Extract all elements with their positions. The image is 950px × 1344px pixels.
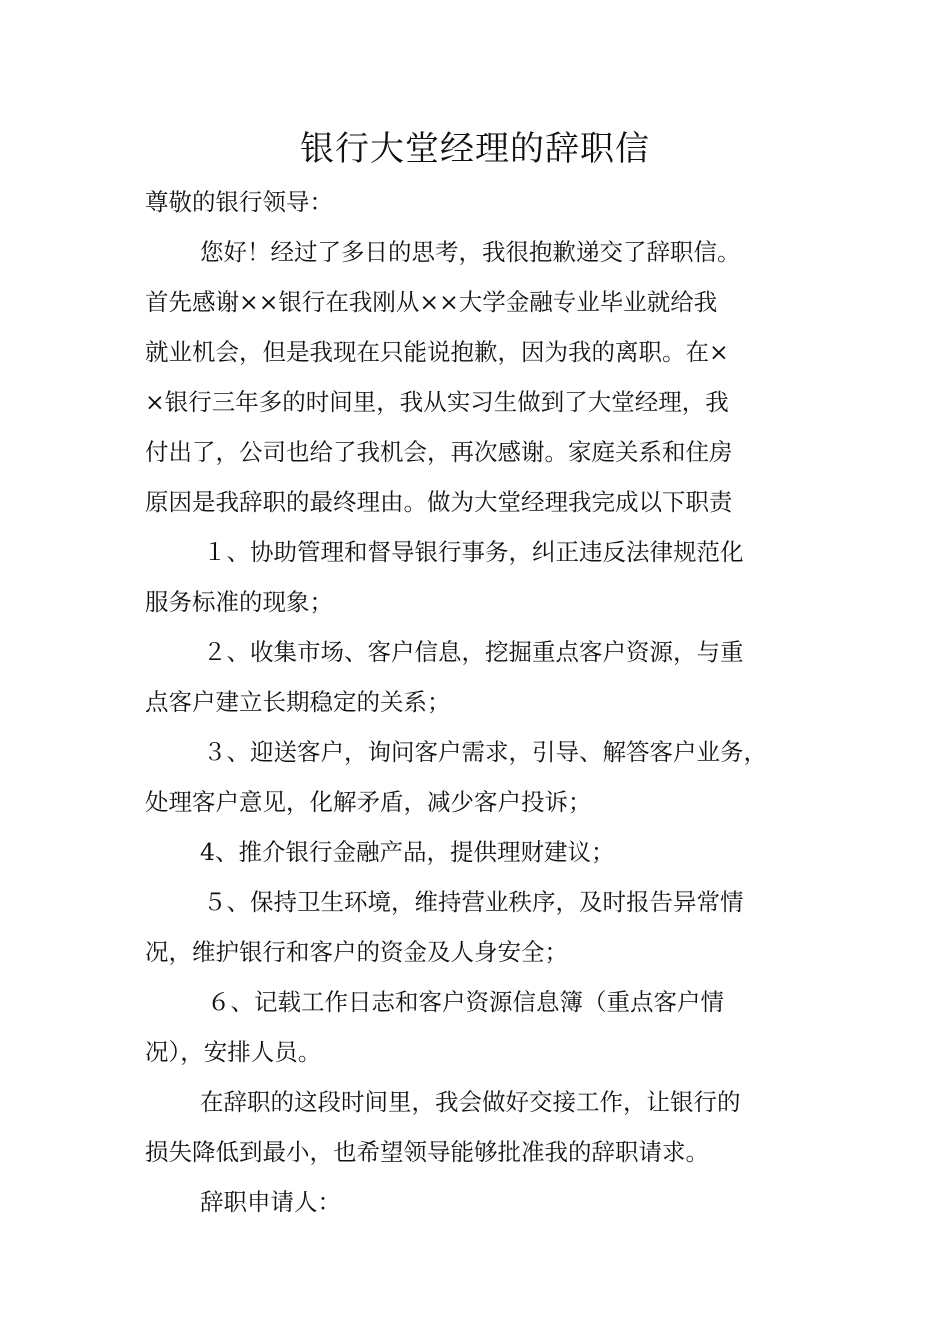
duty-item-2: ２、收集市场、客户信息，挖掘重点客户资源，与重 bbox=[203, 638, 744, 666]
paragraph-line: ×银行三年多的时间里，我从实习生做到了大堂经理，我 bbox=[145, 388, 729, 416]
duty-item-5: ５、保持卫生环境，维持营业秩序，及时报告异常情 bbox=[203, 888, 744, 916]
salutation: 尊敬的银行领导： bbox=[145, 188, 333, 216]
duty-item-6-cont: 况），安排人员。 bbox=[145, 1038, 322, 1066]
paragraph-line: 就业机会，但是我现在只能说抱歉，因为我的离职。在× bbox=[145, 338, 729, 366]
duty-item-1-cont: 服务标准的现象； bbox=[145, 588, 333, 616]
duty-item-3: ３、迎送客户，询问客户需求，引导、解答客户业务， bbox=[203, 738, 767, 766]
duty-item-6: ６、记载工作日志和客户资源信息簿（重点客户情 bbox=[207, 988, 724, 1016]
duty-item-4: 4、推介银行金融产品，提供理财建议； bbox=[200, 838, 615, 866]
duty-item-2-cont: 点客户建立长期稳定的关系； bbox=[145, 688, 451, 716]
paragraph-line: 付出了，公司也给了我机会，再次感谢。家庭关系和住房 bbox=[145, 438, 733, 466]
paragraph-line: 首先感谢××银行在我刚从××大学金融专业毕业就给我 bbox=[145, 288, 718, 316]
paragraph-line: 您好！经过了多日的思考，我很抱歉递交了辞职信。 bbox=[200, 238, 741, 266]
paragraph-line: 原因是我辞职的最终理由。做为大堂经理我完成以下职责 bbox=[145, 488, 733, 516]
document-title: 银行大堂经理的辞职信 bbox=[300, 129, 650, 169]
closing-line: 损失降低到最小，也希望领导能够批准我的辞职请求。 bbox=[145, 1138, 709, 1166]
duty-item-1: １、协助管理和督导银行事务，纠正违反法律规范化 bbox=[203, 538, 744, 566]
duty-item-5-cont: 况，维护银行和客户的资金及人身安全； bbox=[145, 938, 568, 966]
signature-label: 辞职申请人： bbox=[200, 1188, 341, 1216]
letter-body bbox=[145, 177, 835, 1227]
closing-line: 在辞职的这段时间里，我会做好交接工作，让银行的 bbox=[200, 1088, 741, 1116]
duty-item-3-cont: 处理客户意见，化解矛盾，减少客户投诉； bbox=[145, 788, 592, 816]
